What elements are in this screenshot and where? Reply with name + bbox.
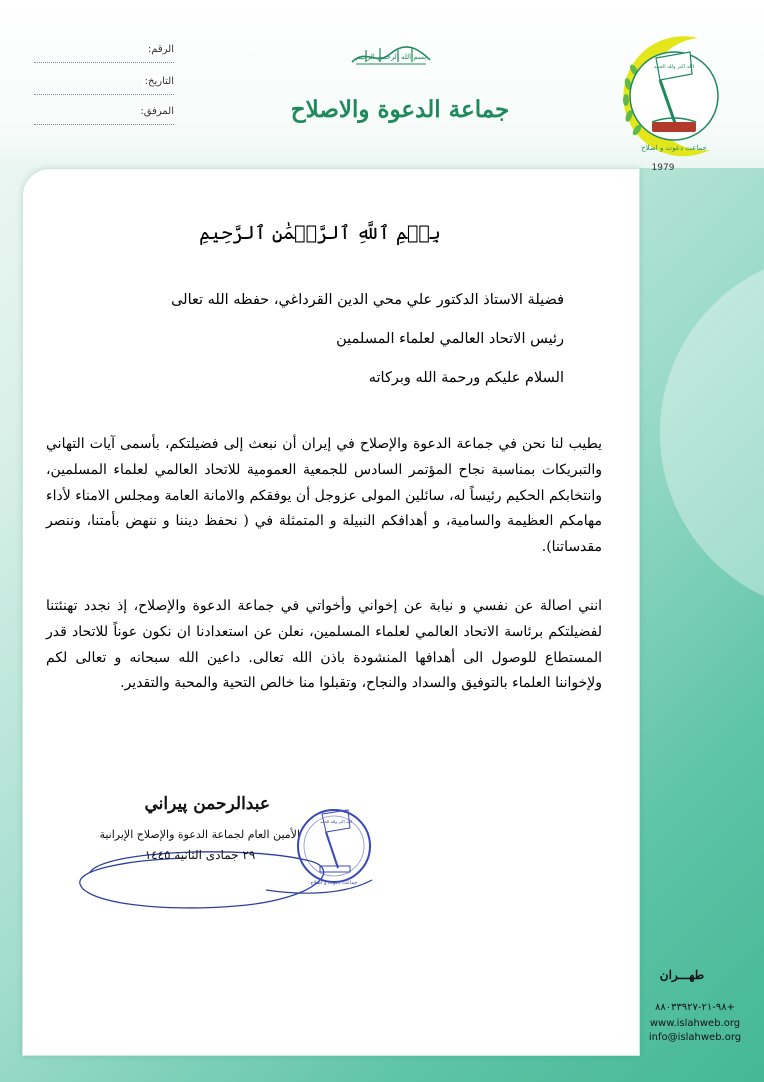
- letter-basmala: بِسۡمِ ٱللَّهِ ٱلرَّحۡمَٰنِ ٱلرَّحِيمِ: [199, 222, 441, 244]
- signatory-name: عبدالرحمن پيراني: [144, 794, 270, 814]
- letter-paragraph-2: انني اصالة عن نفسي و نيابة عن إخواني وأخواتي في جماعة الدعوة والإصلاح، إذ نجدد تهنئتنا لفضيلتكم برئاسة الاتحاد العالمي لعلماء المسلمين، نعلن عن استعدادنا ان نكون عوناً للاتحاد قدر المستطاع للوصول الى أهدافها المنشودة باذن الله تعالى. داعين الله سبحانه و تعالى لكم ولإخواننا العلماء بالتوفيق والسداد والنجاح، وتقبلوا منا خالص التحية والمحبة والتقدير.: [46, 598, 602, 692]
- svg-text:بسم الله الرحمن الرحيم: بسم الله الرحمن الرحيم: [355, 53, 427, 61]
- greeting-line: السلام عليكم ورحمة الله وبركاته: [368, 370, 564, 386]
- footer-email: info@islahweb.org: [648, 1032, 742, 1043]
- calligraphy-basmala-icon: [346, 42, 436, 70]
- signatory-title: الأمين العام لجماعة الدعوة والإصلاح الإيرانية: [99, 828, 300, 841]
- footer-city: طهـــران: [659, 968, 705, 982]
- founding-year: 1979: [651, 163, 675, 173]
- organization-logo-icon: [612, 30, 732, 160]
- organization-name: جماعة الدعوة والاصلاح: [290, 96, 510, 123]
- recipient-title-line: رئيس الاتحاد العالمي لعلماء المسلمين: [336, 331, 564, 347]
- footer-phone: +٩٨-٢١-٨٨٠٣٣٩٢٧: [654, 1002, 736, 1013]
- date-field: التاريخ:: [34, 76, 174, 95]
- svg-text:الله اكبر ولله الحمد: الله اكبر ولله الحمد: [320, 819, 352, 824]
- reference-number-field: الرقم:: [34, 44, 174, 63]
- svg-text:جماعت دعوت و اصلاح: جماعت دعوت و اصلاح: [310, 880, 358, 886]
- official-stamp-icon: [292, 796, 376, 892]
- letter-paragraph-1: يطيب لنا نحن في جماعة الدعوة والإصلاح في إيران أن نبعث إلى فضيلتكم، بأسمى آيات التهاني والتبريكات بمناسبة نجاح المؤتمر السادس للجمعية العمومية للاتحاد العالمي لعلماء المسلمين، وانتخابكم الحكيم رئيساً له، سائلين المولى عزوجل أن يوفقكم والامانة العامة ومجلس الامناء لأداء مهامكم العظيمة والسامية، و أهدافكم النبيلة و المتمثلة في ( نحفظ ديننا و ننهض بأمتنا، وننصر مقدساتنا).: [46, 436, 602, 556]
- recipient-line: فضيلة الاستاذ الدكتور علي محي الدين القرداغي، حفظه الله تعالى: [171, 292, 564, 308]
- footer-website: www.islahweb.org: [649, 1018, 741, 1029]
- svg-text:الله اكبر ولله الحمد: الله اكبر ولله الحمد: [654, 64, 694, 70]
- signature-date: ٢٩ جمادى الثانية ١٤٤٥: [144, 848, 256, 862]
- svg-text:جماعت دعوت و اصلاح: جماعت دعوت و اصلاح: [641, 144, 707, 152]
- attachment-field: المرفق:: [34, 106, 174, 125]
